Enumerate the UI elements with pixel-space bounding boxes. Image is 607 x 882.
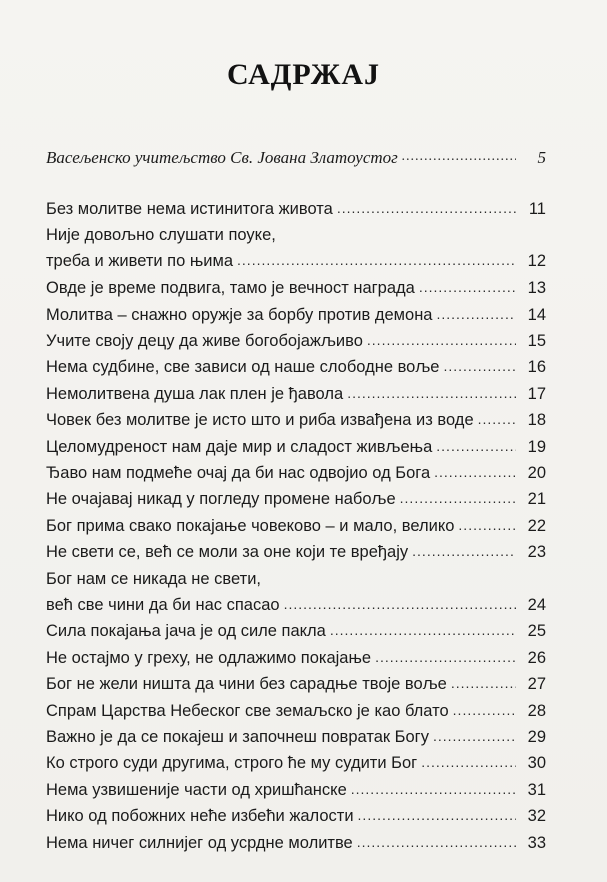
toc-entry-line [46,566,546,592]
dot-leader [443,356,516,376]
toc-entry-title: Не свети се, већ се моли за оне који те вређају [46,543,409,562]
toc-entry-line [46,196,546,222]
dot-leader [478,409,516,429]
toc-entry [46,618,546,644]
toc-page-number: 24 [527,595,546,614]
toc-page-number: 14 [527,305,546,324]
toc-page-number: 20 [527,464,546,482]
toc-entry-line [46,302,546,328]
toc-entry-title: Целомудреност нам даје мир и сладост живљења [46,437,433,456]
toc-entry-line [46,724,546,750]
dot-leader [434,462,516,482]
toc-page-number: 21 [527,490,546,509]
toc-page-number: 19 [527,437,546,456]
toc-page-number: 27 [527,675,546,694]
toc-entry [46,354,546,380]
toc-page-number: 25 [527,622,546,641]
toc-entry-title: Сила покајања јача је од силе пакла [46,622,326,641]
toc-page-number: 28 [527,701,546,720]
toc-entry-line [46,539,546,565]
toc-entry [46,460,546,486]
toc-entry [46,750,546,776]
dot-leader [330,620,516,640]
toc-entry-line [46,671,546,697]
toc-entry [46,407,546,433]
dot-leader [458,515,516,535]
toc-entry-line [46,513,546,539]
toc-entry-title: Васељенско учитељство Св. Јована Златоустог [46,148,398,167]
toc-entry [46,486,546,512]
dot-leader [400,488,516,508]
toc-entry [46,196,546,222]
dot-leader [237,250,516,270]
toc-entry-line [46,381,546,407]
toc-entry-title: треба и живети по њима [46,252,234,271]
toc-entry-title: Не остајмо у греху, не одлажимо покајање [46,648,372,667]
toc-page-number: 12 [527,252,546,271]
toc-entry-title: Нема судбине, све зависи од наше слободне воље [46,358,440,377]
toc-entry-line [46,750,546,776]
toc-entry-title: Нема ничег силнијег од усрдне молитве [46,833,353,852]
toc-entry-title: већ све чини да би нас спасао [46,595,280,614]
toc-entry [46,434,546,460]
toc-entry [46,539,546,565]
toc-entry-line [46,803,546,829]
toc-entry-title: Немолитвена душа лак плен је ђавола [46,384,344,403]
toc-entry-title: Бог не жели ништа да чини без сарадње твоје воље [46,675,447,694]
dot-leader [375,647,516,667]
toc-entry [46,275,546,301]
dot-leader [421,752,516,772]
toc-page-number: 13 [527,279,546,298]
toc-page-number: 29 [527,728,546,746]
toc-entry [46,671,546,697]
dot-leader [367,330,516,350]
toc-entry-title: Није довољно слушати поуке, [46,226,276,245]
toc-entry-title: Човек без молитве је исто што и риба извађена из воде [46,411,474,430]
toc-page-number: 5 [537,148,546,167]
toc-entry-title: Бог прима свако покајање човеково – и мало, велико [46,516,455,535]
toc-page-number: 16 [527,358,546,377]
toc-entry [46,777,546,803]
toc-page-number: 30 [527,754,546,773]
toc-entry [46,222,546,274]
toc-entry [46,145,546,171]
toc-page-number: 32 [527,807,546,826]
dot-leader [351,779,516,799]
toc-entry-title: Молитва – снажно оружје за борбу против демона [46,305,433,324]
toc-entry [46,830,546,856]
toc-entry-line [46,830,546,856]
toc-page-number: 17 [527,384,546,403]
toc-entry-title: Важно је да се покајеш и започнеш повратак Богу [46,728,429,746]
toc-entry-line [46,777,546,803]
toc-entry-line [46,592,546,618]
toc-page-number: 26 [527,648,546,667]
toc-entry [46,566,546,618]
toc-entry-line [46,618,546,644]
dot-leader [453,700,516,720]
toc-entry-line [46,248,546,274]
toc-entry-title: Учите своју децу да живе богобојажљиво [46,332,363,350]
toc-entry [46,381,546,407]
toc-entry-line [46,434,546,460]
toc-entry [46,645,546,671]
dot-leader [358,805,516,825]
toc-entry-line [46,222,546,248]
toc-page-number: 33 [527,833,546,852]
toc-entry-line [46,698,546,724]
dot-leader [436,304,516,324]
toc-entry-line [46,486,546,512]
dot-leader [402,147,516,167]
toc-entry-title: Ко строго суди другима, строго ће му судити Бог [46,754,418,773]
dot-leader [337,198,516,218]
dot-leader [451,673,516,693]
toc-page-number: 15 [527,332,546,350]
toc-entry [46,513,546,539]
toc-entry [46,302,546,328]
toc-entry-title: Спрам Царства Небеског све земаљско је као блато [46,701,449,720]
toc-entry-line [46,328,546,354]
toc-page-number: 11 [528,200,546,218]
dot-leader [419,277,516,297]
toc-page-number: 18 [527,411,546,430]
page-title: САДРЖАЈ [226,58,381,91]
toc-entry-line [46,275,546,301]
toc-entry [46,698,546,724]
toc-entry [46,724,546,750]
toc-entry-line [46,645,546,671]
toc-entry-title: Без молитве нема истинитога живота [46,200,333,218]
dot-leader [436,436,516,456]
toc-entry-line [46,407,546,433]
toc-page-number: 31 [527,780,546,799]
toc-entry-title: Овде је време подвига, тамо је вечност награда [46,279,415,298]
toc-entry-line [46,354,546,380]
dot-leader [433,726,516,746]
dot-leader [284,594,516,614]
toc-entry-line [46,145,546,171]
toc-entry-title: Не очајавај никад у погледу промене набоље [46,490,396,509]
toc-page-number: 23 [527,543,546,562]
toc-entry-line [46,460,546,486]
dot-leader [347,383,516,403]
toc-page-number: 22 [527,516,546,535]
toc-entry-title: Нема узвишеније части од хришћанске [46,780,347,799]
toc-entry-title: Ђаво нам подмеће очај да би нас одвојио од Бога [46,464,431,482]
toc-entry [46,803,546,829]
toc-entry-title: Бог нам се никада не свети, [46,569,261,588]
dot-leader [357,832,516,852]
dot-leader [412,541,516,561]
toc-entry-title: Нико од побожних неће избећи жалости [46,807,354,826]
toc-entry [46,328,546,354]
